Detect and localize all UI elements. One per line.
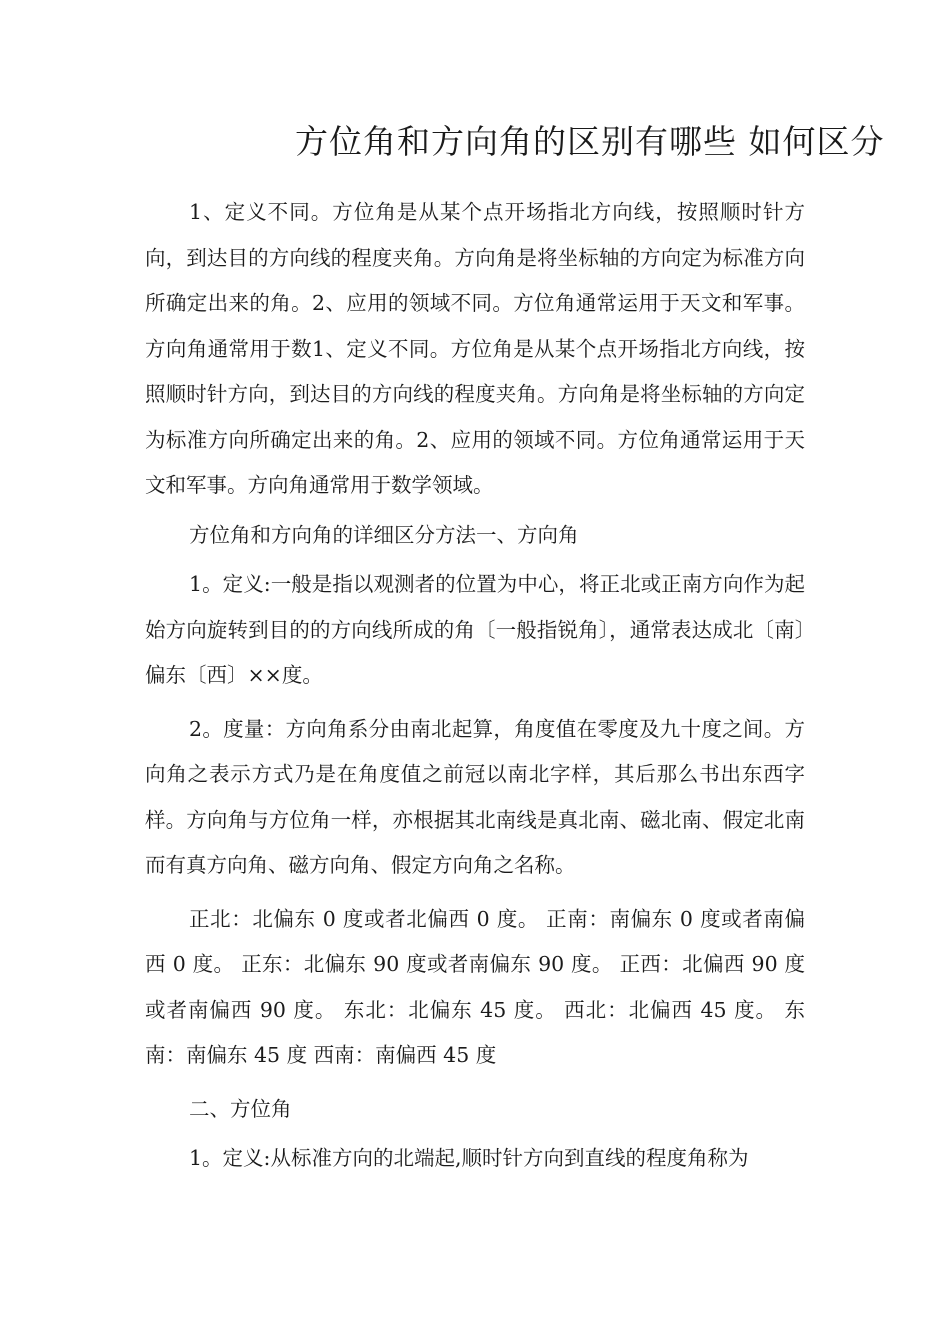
paragraph-azimuth-definition: 1。定义:从标准方向的北端起,顺时针方向到直线的程度角称为 — [189, 1146, 749, 1170]
paragraph-section-heading-direction-angle: 方位角和方向角的详细区分方法一、方向角 — [189, 522, 579, 547]
paragraph-definition-difference: 1、定义不同。方位角是从某个点开场指北方向线，按照顺时针方向，到达目的方向线的程度夹角。方向角是将坐标轴的方向定为标准方向所确定出来的角。2、应用的领域不同。方位角通常运用于天文和军事。方向角通常用于数1、定义不同。方位角是从某个点开场指北方向线，按照顺时针方向，到达目的方向线的程度夹角。方向角是将坐标轴的方向定为标准方向所确定出来的角。2、应用的领域不同。方位角通常运用于天文和军事。方向角通常用于数学领域。 — [145, 200, 805, 497]
paragraph-cardinal-directions: 正北：北偏东 0 度或者北偏西 0 度。 正南：南偏东 0 度或者南偏西 0 度。 正东：北偏东 90 度或者南偏东 90 度。 正西：北偏西 90 度或者南偏西 90 度。 东北：北偏东 45 度。 西北：北偏西 45 度。 东南：南偏东 45 度 西南：南偏西 45 度 — [145, 906, 805, 1067]
paragraph-direction-angle-measurement: 2。度量：方向角系分由南北起算，角度值在零度及九十度之间。方向角之表示方式乃是在角度值之前冠以南北字样，其后那么书出东西字样。方向角与方位角一样，亦根据其北南线是真北南、磁北南、假定北南而有真方向角、磁方向角、假定方向角之名称。 — [145, 716, 805, 877]
paragraph-section-heading-azimuth: 二、方位角 — [189, 1096, 292, 1121]
document-body — [145, 190, 805, 1182]
paragraph-direction-angle-definition: 1。定义:一般是指以观测者的位置为中心，将正北或正南方向作为起始方向旋转到目的的方向线所成的角〔一般指锐角〕，通常表达成北〔南〕偏东〔西〕××度。 — [145, 572, 805, 687]
document-title: 方位角和方向角的区别有哪些 如何区分 — [295, 122, 885, 161]
